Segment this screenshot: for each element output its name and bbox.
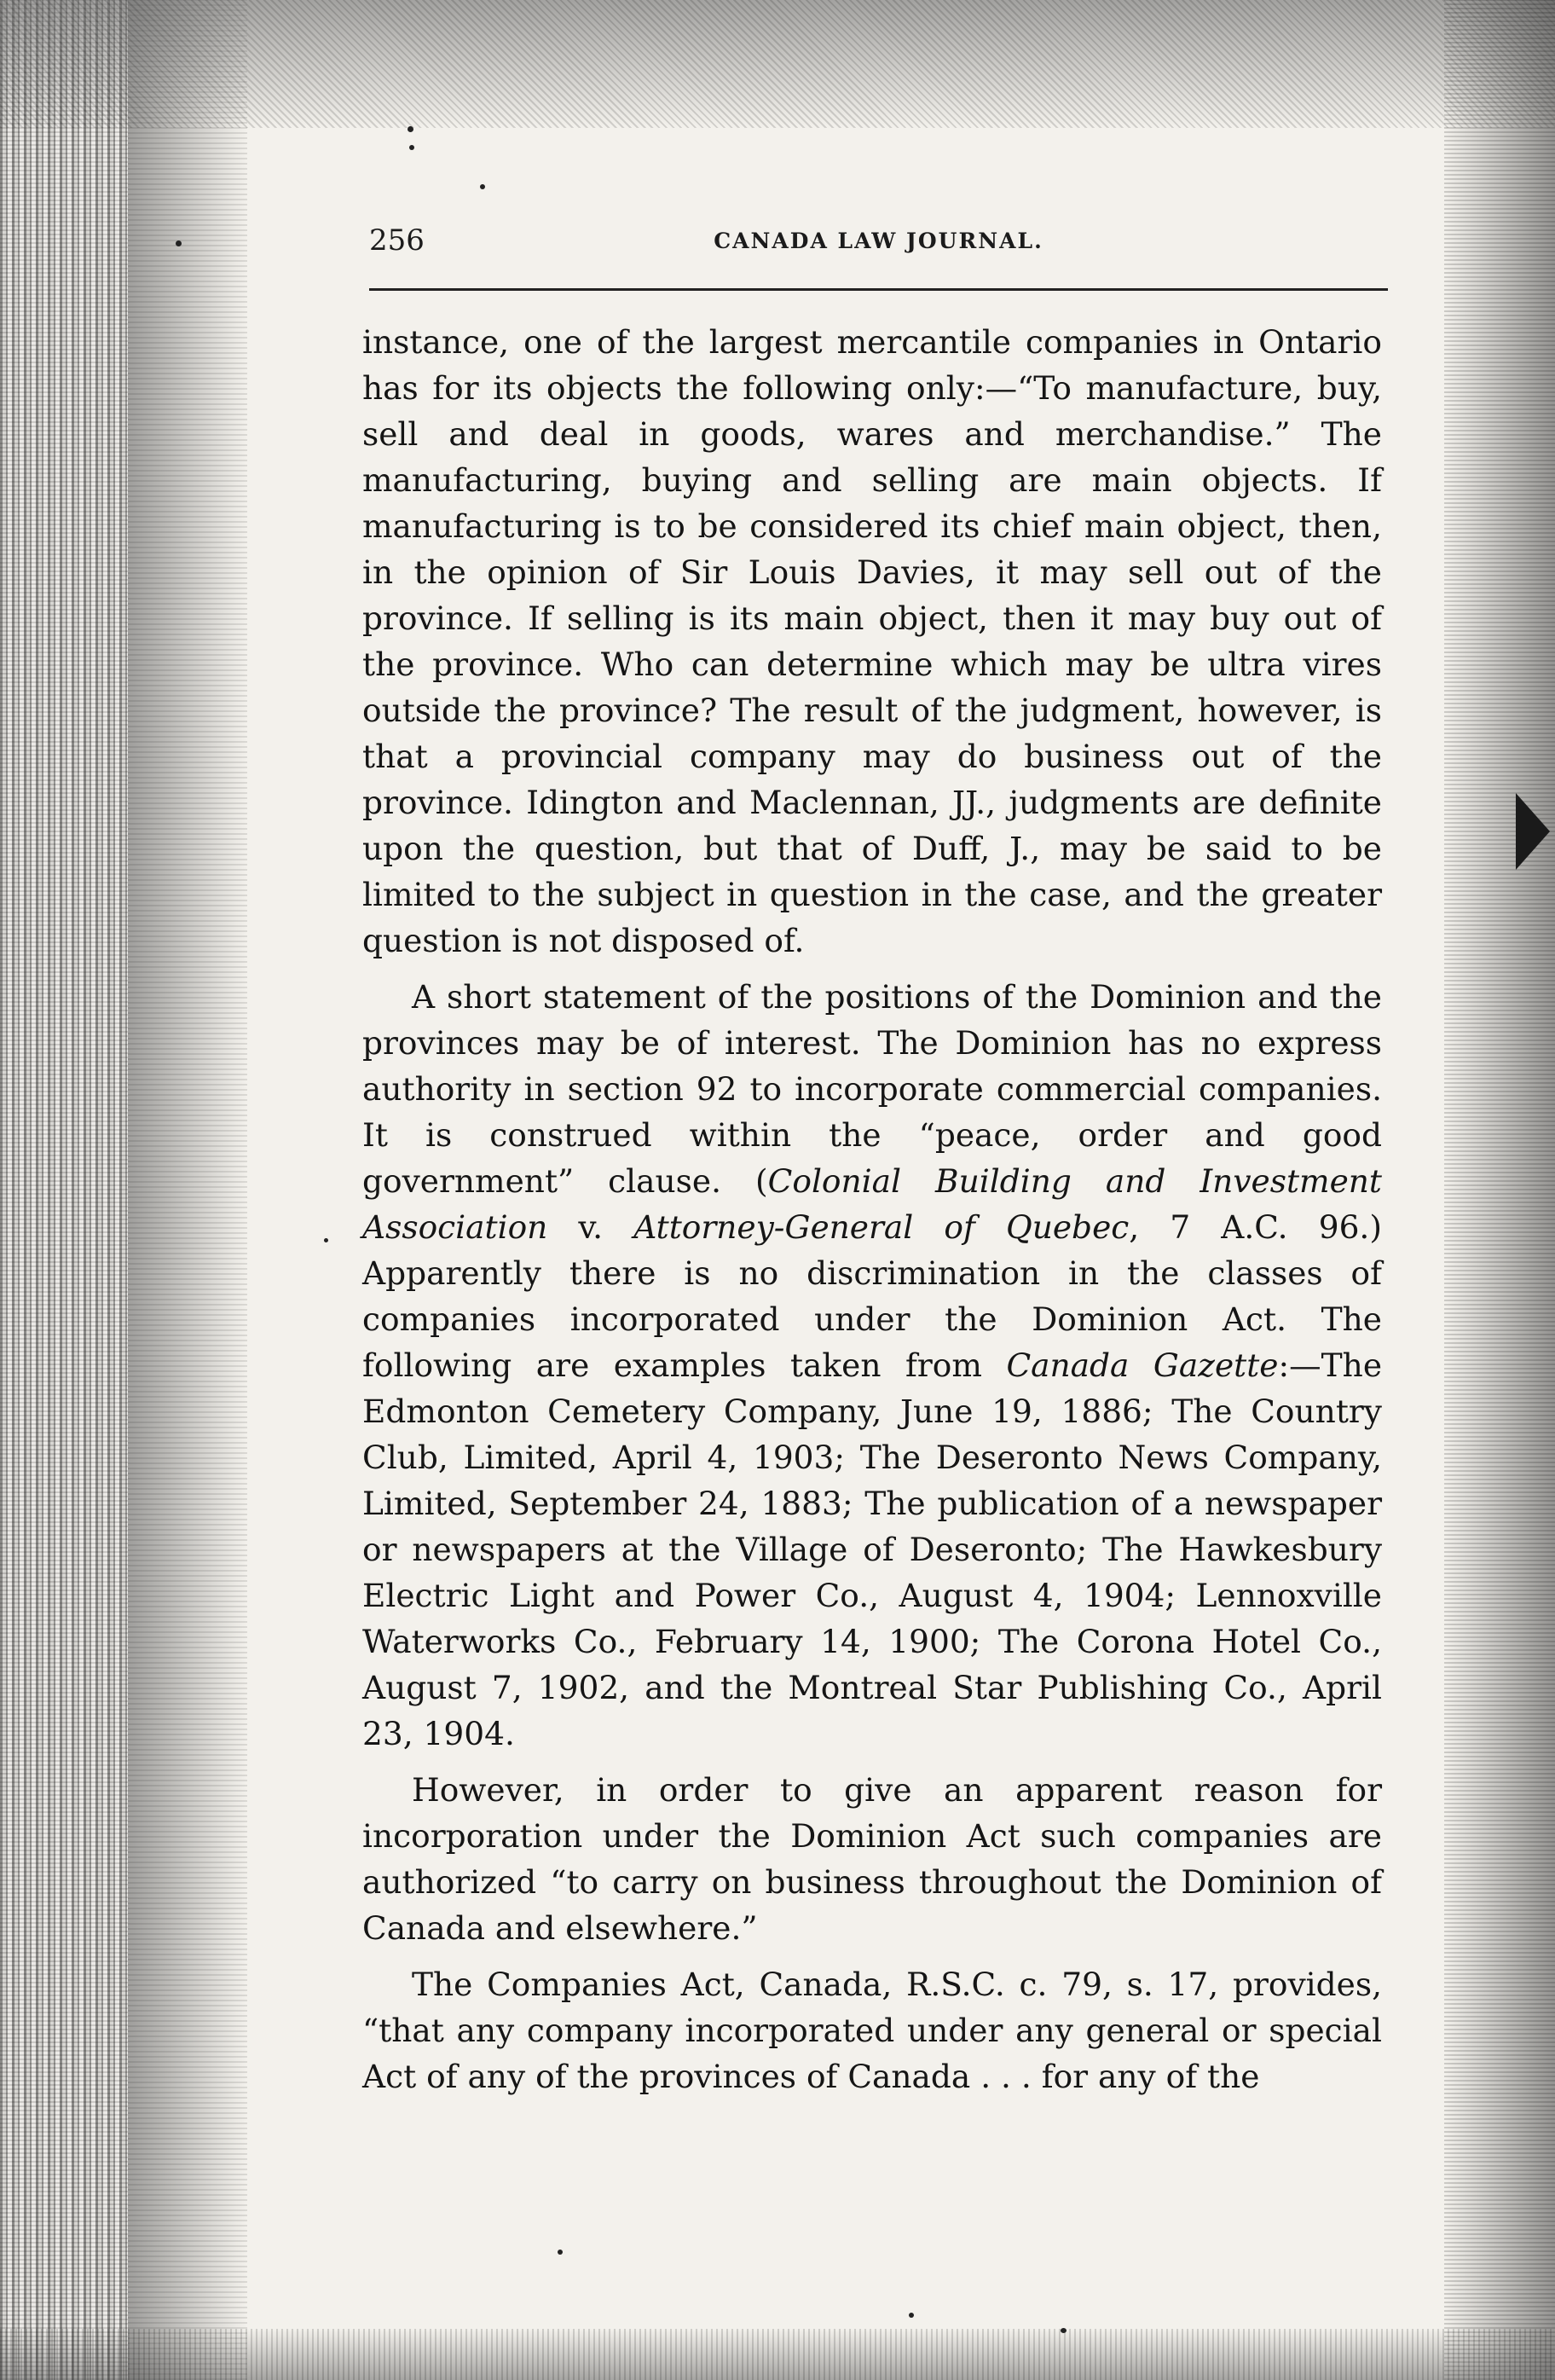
header-rule <box>369 288 1388 291</box>
ink-speck <box>1061 2328 1067 2333</box>
article-body <box>362 319 1382 2099</box>
ink-speck <box>909 2313 914 2318</box>
thumb-tab-mark <box>1516 793 1550 870</box>
paragraph <box>362 319 1382 964</box>
paragraph-text: However, in order to give an apparent reason for incorporation under the Dominion Act such companies are authorized “to carry on business throughout the Dominion of Canada and elsewhere.” <box>362 1771 1382 1947</box>
ink-speck <box>480 184 485 189</box>
paragraph-text: , 7 A.C. 96.) Apparently there is no discrimination in the classes of companies incorporated under the Dominion Act. The following are examples taken from <box>362 1208 1382 1384</box>
page-header <box>369 223 1388 264</box>
paragraph-text: A short statement of the positions of the Dominion and the provinces may be of interest. The Dominion has no express authority in section 92 to incorporate commercial companies. It is construed within the “peace, order and good government” clause. ( <box>362 978 1382 1200</box>
case-name-italic: Attorney-General of Quebec <box>633 1208 1130 1246</box>
publication-name-italic: Canada Gazette <box>1006 1346 1279 1384</box>
page-edge-top <box>0 0 1555 128</box>
ink-speck <box>408 126 413 132</box>
ink-speck <box>558 2250 563 2255</box>
paragraph <box>362 1767 1382 1951</box>
page-edge-bottom <box>0 2329 1555 2380</box>
case-name-italic: Colonial Building and Investment Association <box>362 1162 1382 1246</box>
page-edge-right <box>1444 0 1555 2380</box>
paragraph-text: The Companies Act, Canada, R.S.C. c. 79, s. 17, provides, “that any company incorporated under any general or special Act of any of the provinces of Canada . . . for any of the <box>362 1966 1382 2095</box>
ink-speck <box>176 240 182 246</box>
paragraph <box>362 974 1382 1757</box>
running-head: CANADA LAW JOURNAL. <box>714 229 1043 253</box>
page-edge-left <box>0 0 128 2380</box>
page-number: 256 <box>369 223 425 258</box>
ink-speck <box>409 145 414 150</box>
paragraph-text: instance, one of the largest mercantile companies in Ontario has for its objects the following only:—“To manufacture, buy, sell and deal in goods, wares and merchandise.” The manufacturing, buying and selling are main objects. If manufacturing is to be considered its chief main object, then, in the opinion of Sir Louis Davies, it may sell out of the province. If selling is its main object, then it may buy out of the province. Who can determine which may be ultra vires outside the province? The result of the judgment, however, is that a provincial company may do business out of the province. Idington and Maclennan, JJ., judgments are definite upon the question, but that of Duff, J., may be said to be limited to the subject in question in the case, and the greater question is not disposed of. <box>362 323 1382 959</box>
paragraph-text: :—The Edmonton Cemetery Company, June 19, 1886; The Country Club, Limited, April 4, 1903; The Deseronto News Company, Limited, September 24, 1883; The publication of a newspaper or newspapers at the Village of Deseronto; The Hawkesbury Electric Light and Power Co., August 4, 1904; Lennoxville Waterworks Co., February 14, 1900; The Corona Hotel Co., August 7, 1902, and the Montreal Star Publishing Co., April 23, 1904. <box>362 1346 1383 1752</box>
paragraph <box>362 1961 1382 2099</box>
page-edge-shadow <box>128 0 247 2380</box>
ink-speck <box>324 1238 328 1242</box>
paragraph-text: v. <box>547 1208 634 1246</box>
